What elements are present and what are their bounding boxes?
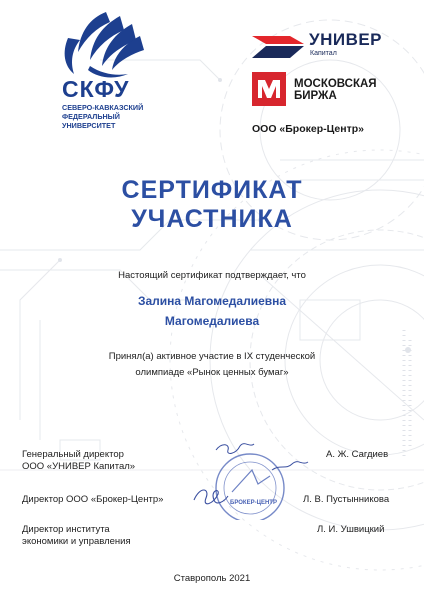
broker-center-logo-text: ООО «Брокер-Центр» bbox=[252, 123, 365, 135]
round-stamp bbox=[216, 454, 284, 520]
moex-name: МОСКОВСКАЯ БИРЖА bbox=[294, 78, 377, 102]
signatory-name-sagdiev: А. Ж. Сагдиев bbox=[326, 449, 389, 460]
stamp-text: БРОКЕР-ЦЕНТР bbox=[230, 500, 277, 506]
skfu-logo bbox=[28, 8, 178, 138]
certificate-title: СЕРТИФИКАТ bbox=[121, 176, 303, 204]
recipient-name-line1: Залина Магомедалиевна bbox=[137, 294, 287, 308]
univer-chevron-icon bbox=[252, 32, 306, 62]
skfu-full-name: СЕВЕРО-КАВКАЗСКИЙ ФЕДЕРАЛЬНЫЙ УНИВЕРСИТЕТ bbox=[62, 103, 144, 130]
moscow-exchange-logo bbox=[252, 72, 402, 108]
confirmation-text: Настоящий сертификат подтверждает, что bbox=[118, 270, 306, 281]
footer-city-year: Ставрополь 2021 bbox=[173, 573, 251, 584]
signature-sagdiev bbox=[216, 444, 254, 454]
signatory-role-institute: Директор института экономики и управления bbox=[22, 524, 131, 547]
signature-pustynnikova bbox=[194, 490, 228, 504]
participation-text-line1: Принял(а) активное участие в IX студенческой bbox=[108, 351, 316, 362]
moex-emblem-icon bbox=[252, 72, 286, 106]
univer-subtitle: Капитал bbox=[310, 50, 337, 57]
signatory-role-univer: Генеральный директор ООО «УНИВЕР Капитал» bbox=[22, 449, 136, 472]
recipient-name-line2: Магомедалиева bbox=[164, 314, 260, 328]
participation-text-line2: олимпиаде «Рынок ценных бумаг» bbox=[135, 367, 289, 378]
certificate-subtitle: УЧАСТНИКА bbox=[131, 205, 293, 233]
signatory-role-broker: Директор ООО «Брокер-Центр» bbox=[22, 494, 164, 505]
univer-name: УНИВЕР bbox=[309, 30, 383, 49]
signatory-name-ushvitsky: Л. И. Ушвицкий bbox=[317, 524, 385, 535]
signatory-name-pustynnikova: Л. В. Пустынникова bbox=[303, 494, 390, 505]
skfu-abbreviation: СКФУ bbox=[62, 76, 130, 102]
signature-stamp-area bbox=[180, 430, 330, 520]
univer-capital-logo bbox=[252, 28, 402, 64]
